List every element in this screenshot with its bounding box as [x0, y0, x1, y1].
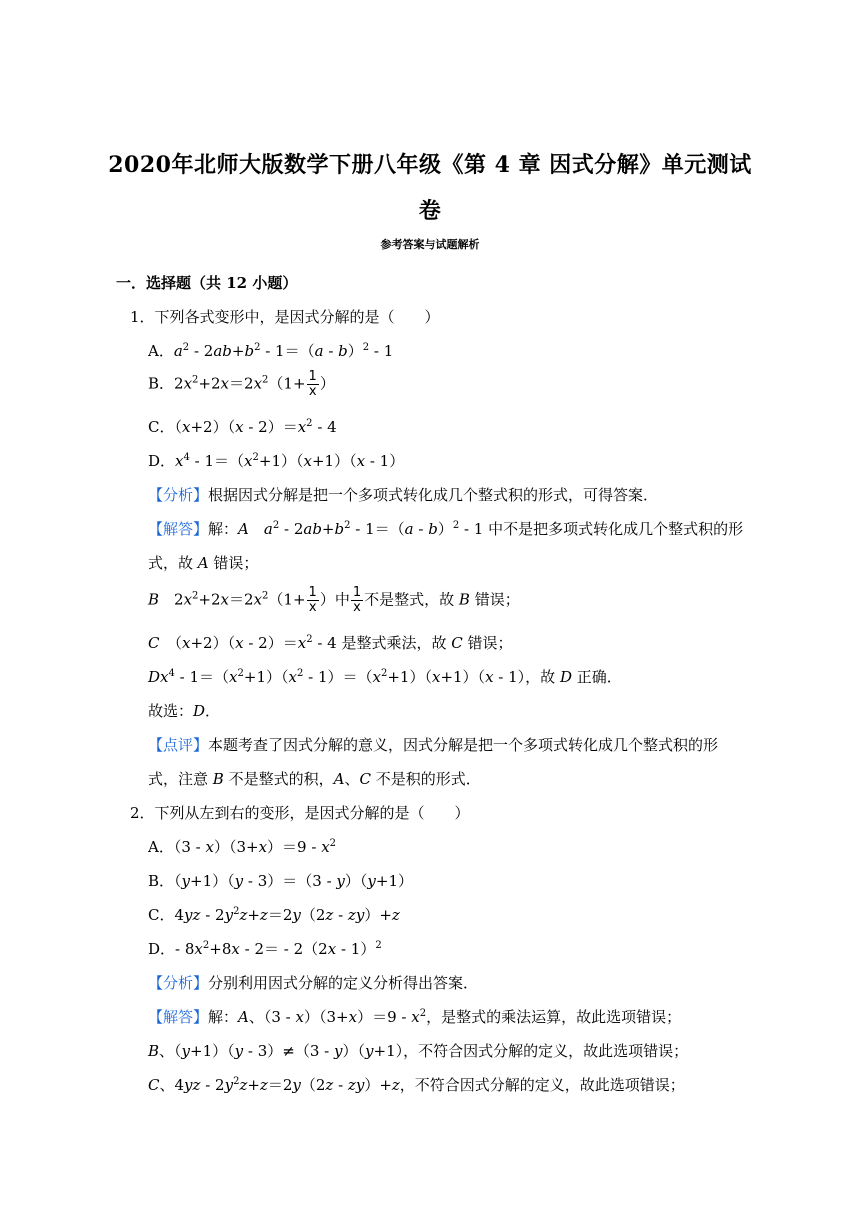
q1-choice: 故选：D． [148, 702, 221, 720]
q2-option-b: B．（y+1）（y - 3）＝（3 - y）（y+1） [148, 872, 414, 890]
q1-answer-line5: $Dx^4 - 1=(x^2+1)(x^2 - 1)=(x^2+1)(x+1)(x - 1)$，故 D 正确． [148, 668, 622, 686]
comment-tag: 【点评】 [148, 736, 209, 754]
q1-answer-line2: 式，故 A 错误； [148, 554, 259, 572]
document-title-line2: 卷 [418, 198, 442, 224]
q2-stem: 2．下列从左到右的变形，是因式分解的是（ ） [130, 804, 470, 822]
q1-comment-line2: 式，注意 B 不是整式的积，A、C 不是积的形式． [148, 770, 481, 788]
fraction-one-over-x: $\frac{1}{x}$ [308, 585, 317, 615]
q1-answer-line3: B $2x^2+2x=2x^2(1+$ $\frac{1}{x}$ ）中 $\frac{1}{x}$ 不是整式，故 B 错误； [148, 585, 520, 615]
answer-tag: 【解答】 [148, 520, 209, 538]
fraction-one-over-x: $\frac{1}{x}$ [308, 369, 317, 399]
answer-tag: 【解答】 [148, 1008, 209, 1026]
q1-option-c: C．$(x+2)(x - 2)=x^2 - 4$ [148, 418, 337, 436]
analysis-tag: 【分析】 [148, 974, 209, 992]
fraction-one-over-x: $\frac{1}{x}$ [352, 585, 362, 615]
section-heading: 一．选择题（共 12 小题） [116, 274, 298, 292]
q2-option-d: D．- $8x^2+8x - 2= - 2(2x - 1)^2$ [148, 940, 382, 958]
q1-stem: 1．下列各式变形中，是因式分解的是（ ） [130, 308, 440, 326]
q1-comment-line1: 【点评】本题考查了因式分解的意义，因式分解是把一个多项式转化成几个整式积的形 [148, 736, 719, 754]
q2-option-c: C．$4yz - 2y^2z+z=2y(2z - zy)+z$ [148, 906, 400, 924]
q1-option-b: B．$2x^2+2x=2x^2(1+$ $\frac{1}{x}$ ） [148, 369, 335, 399]
q1-option-a: A．$a^2 - 2ab+b^2 - 1=(a - b)^2 - 1$ [148, 342, 394, 360]
analysis-tag: 【分析】 [148, 486, 209, 504]
q1-analysis: 【分析】根据因式分解是把一个多项式转化成几个整式积的形式，可得答案． [148, 486, 659, 504]
q1-answer-line4: C $(x+2)(x - 2)=x^2 - 4$ 是整式乘法，故 C 错误； [148, 634, 513, 652]
q2-answer-line2: B、（y+1）（y - 3）≠（3 - y）（y+1），不符合因式分解的定义，故此选项错误； [148, 1042, 689, 1060]
q2-analysis: 【分析】分别利用因式分解的定义分析得出答案． [148, 974, 479, 992]
q2-option-a: A．$(3 - x)(3+x)=9 - x^2$ [148, 838, 337, 856]
q1-option-d: D．$x^4 - 1=(x^2+1)(x+1)(x - 1)$ [148, 452, 405, 470]
document-subtitle: 参考答案与试题解析 [380, 238, 480, 251]
q1-answer-line1: 【解答】解：A $a^2 - 2ab+b^2 - 1=(a - b)^2 - 1$ 中不是把多项式转化成几个整式积的形 [148, 520, 744, 538]
document-title-line1: 2020年北师大版数学下册八年级《第 4 章 因式分解》单元测试 [108, 152, 752, 178]
q2-answer-line1: 【解答】解：A、$(3 - x)(3+x)=9 - x^2$，是整式的乘法运算，故此选项错误； [148, 1008, 682, 1026]
q2-answer-line3: C、$4yz - 2y^2z+z=2y(2z - zy)+z$，不符合因式分解的定义，故此选项错误； [148, 1076, 685, 1094]
